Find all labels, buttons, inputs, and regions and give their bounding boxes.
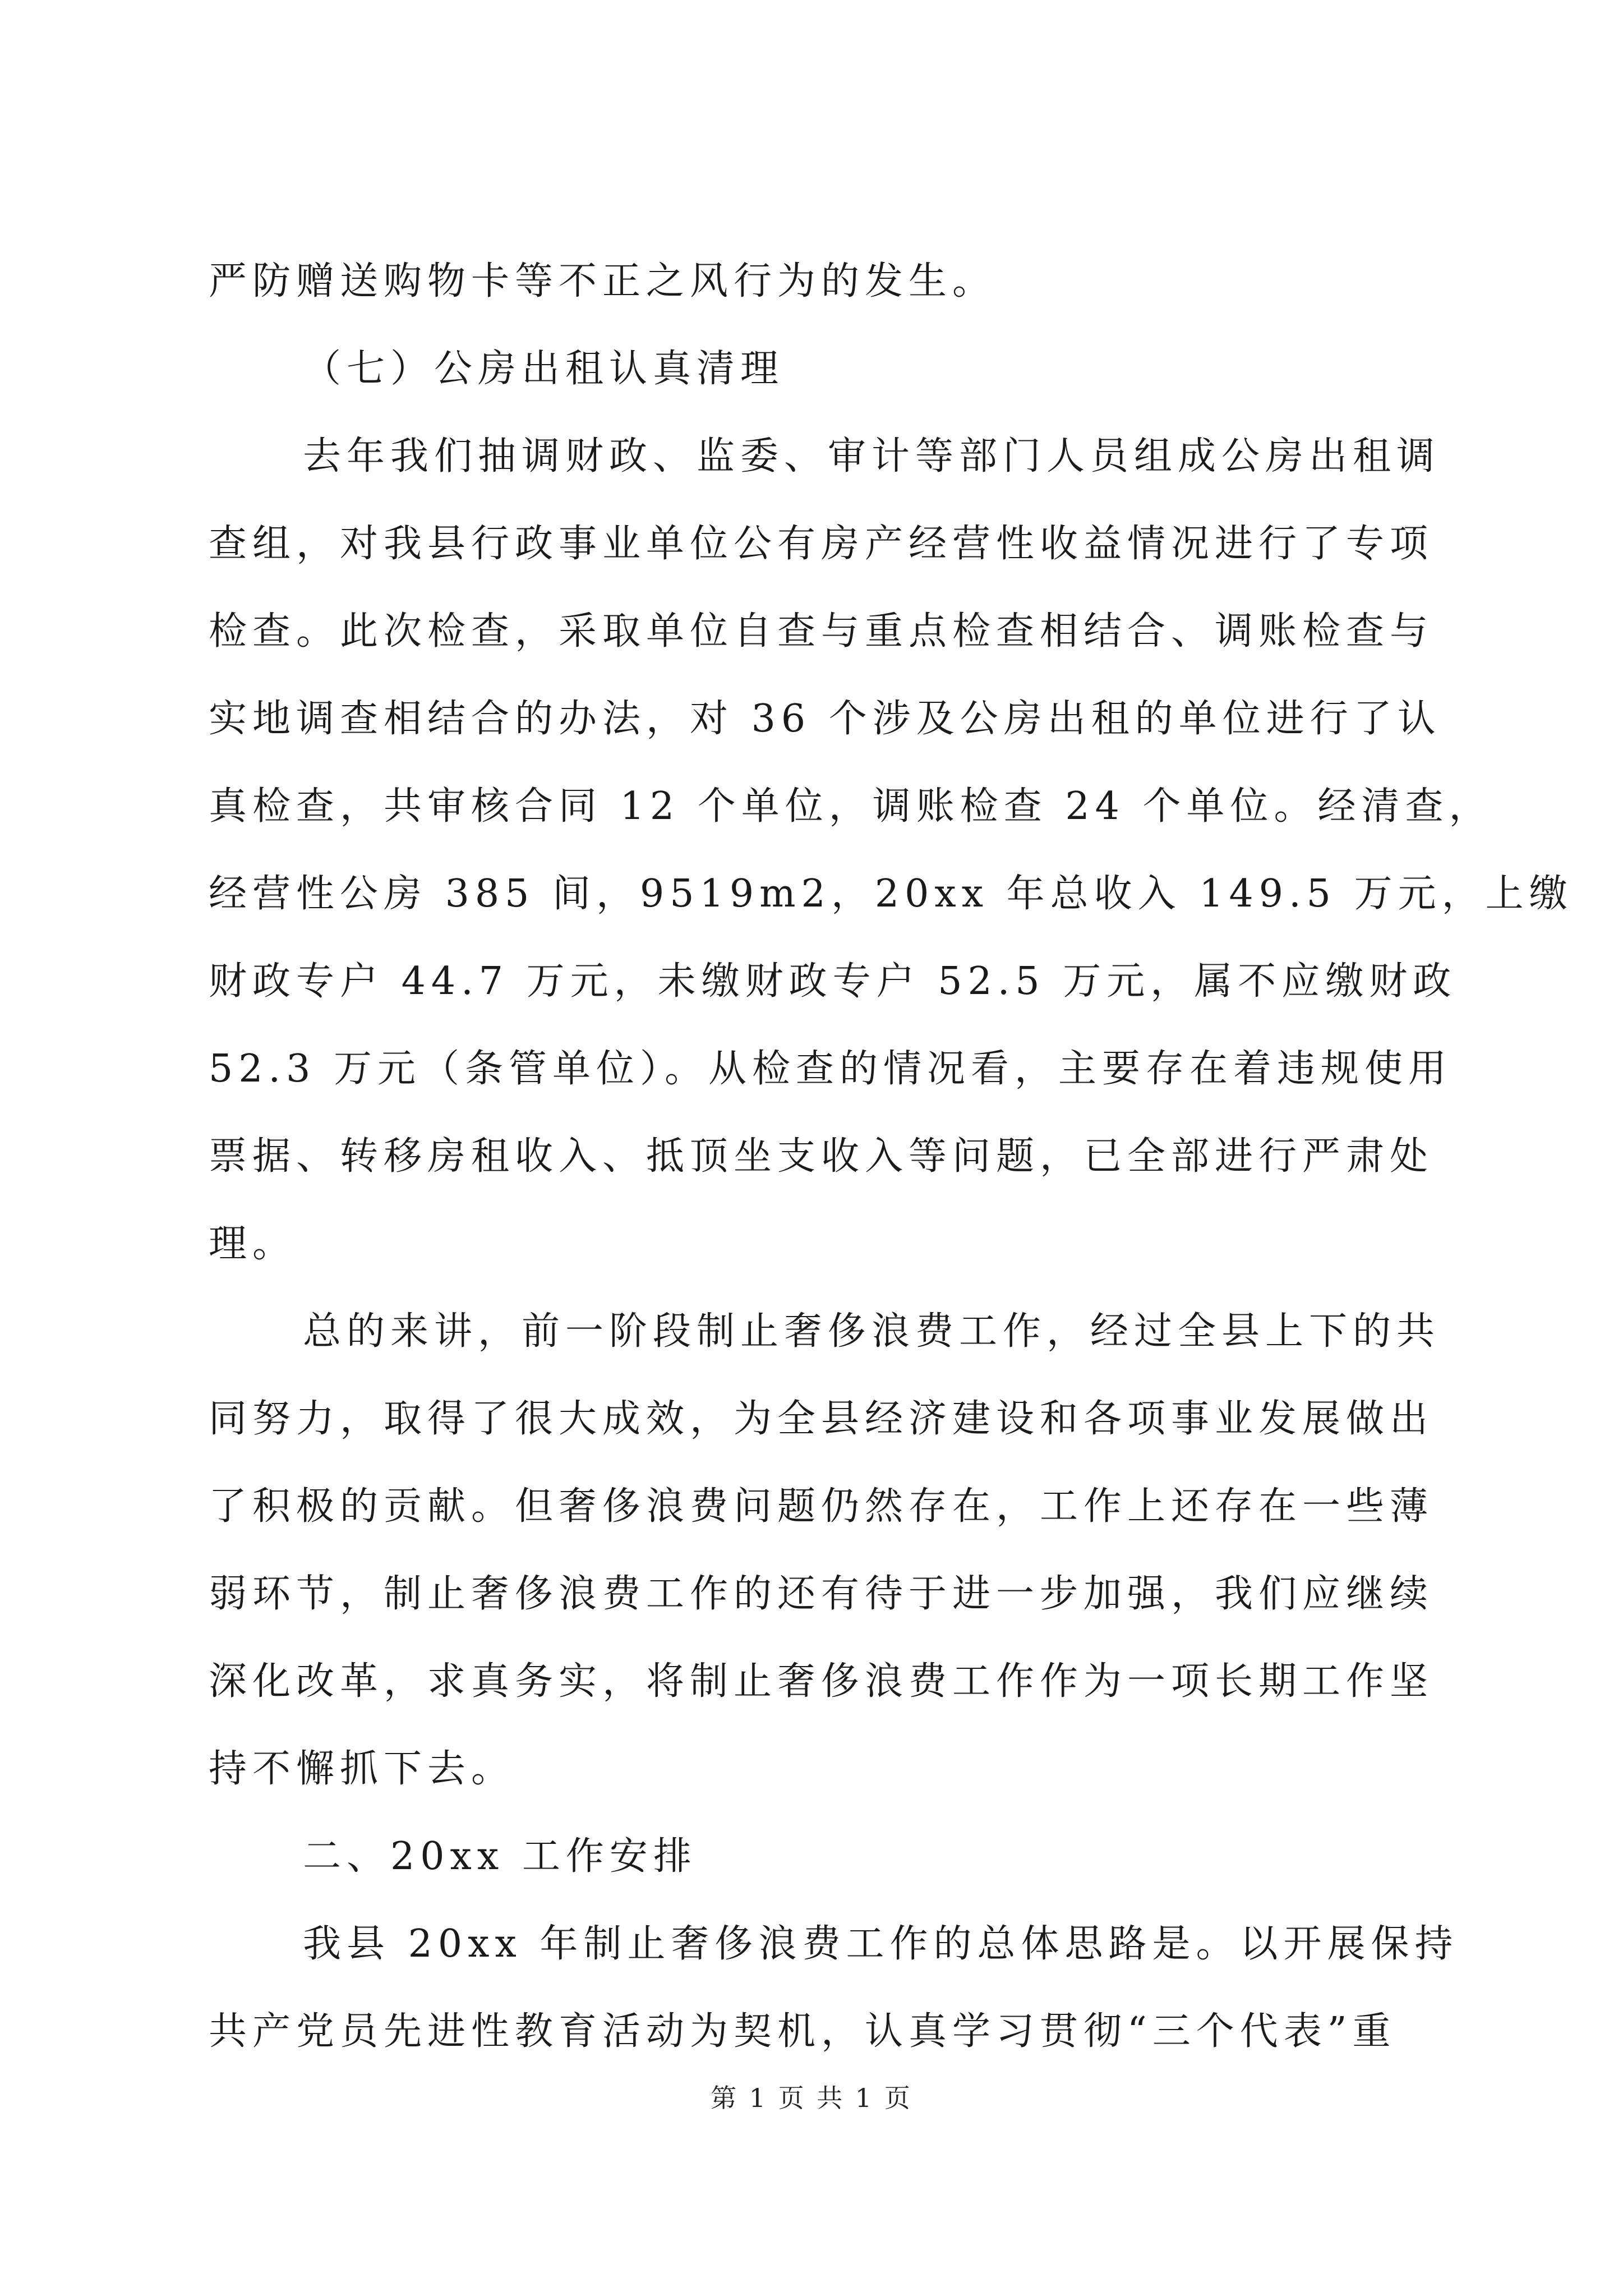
text-line: 查组，对我县行政事业单位公有房产经营性收益情况进行了专项 (209, 522, 1434, 566)
section-heading: （七）公房出租认真清理 (303, 347, 785, 391)
text-line: 去年我们抽调财政、监委、审计等部门人员组成公房出租调 (303, 434, 1441, 478)
text-line: 实地调查相结合的办法，对 36 个涉及公房出租的单位进行了认 (209, 697, 1441, 741)
text-line: 深化改革，求真务实，将制止奢侈浪费工作作为一项长期工作坚 (209, 1659, 1434, 1704)
section-heading: 二、20xx 工作安排 (303, 1834, 697, 1879)
text-line: 财政专户 44.7 万元，未缴财政专户 52.5 万元，属不应缴财政 (209, 959, 1457, 1004)
text-line: 经营性公房 385 间，9519m2，20xx 年总收入 149.5 万元，上缴 (209, 872, 1573, 916)
text-line: 同努力，取得了很大成效，为全县经济建设和各项事业发展做出 (209, 1397, 1434, 1441)
text-line: 共产党员先进性教育活动为契机，认真学习贯彻“三个代表”重 (209, 2009, 1396, 2054)
text-line: 总的来讲，前一阶段制止奢侈浪费工作，经过全县上下的共 (303, 1309, 1441, 1354)
text-line: 我县 20xx 年制止奢侈浪费工作的总体思路是。以开展保持 (303, 1922, 1459, 1966)
text-line: 理。 (209, 1222, 297, 1266)
text-line: 真检查，共审核合同 12 个单位，调账检查 24 个单位。经清查， (209, 784, 1493, 829)
text-line: 了积极的贡献。但奢侈浪费问题仍然存在，工作上还存在一些薄 (209, 1484, 1434, 1529)
text-line: 弱环节，制止奢侈浪费工作的还有待于进一步加强，我们应继续 (209, 1572, 1434, 1616)
text-line: 检查。此次检查，采取单位自查与重点检查相结合、调账检查与 (209, 609, 1434, 654)
page-number-footer: 第 1 页 共 1 页 (711, 2083, 912, 2113)
text-line: 严防赠送购物卡等不正之风行为的发生。 (209, 259, 997, 303)
text-line: 52.3 万元（条管单位）。从检查的情况看，主要存在着违规使用 (209, 1047, 1453, 1091)
text-line: 持不懈抓下去。 (209, 1747, 515, 1791)
text-line: 票据、转移房租收入、抵顶坐支收入等问题，已全部进行严肃处 (209, 1134, 1434, 1179)
